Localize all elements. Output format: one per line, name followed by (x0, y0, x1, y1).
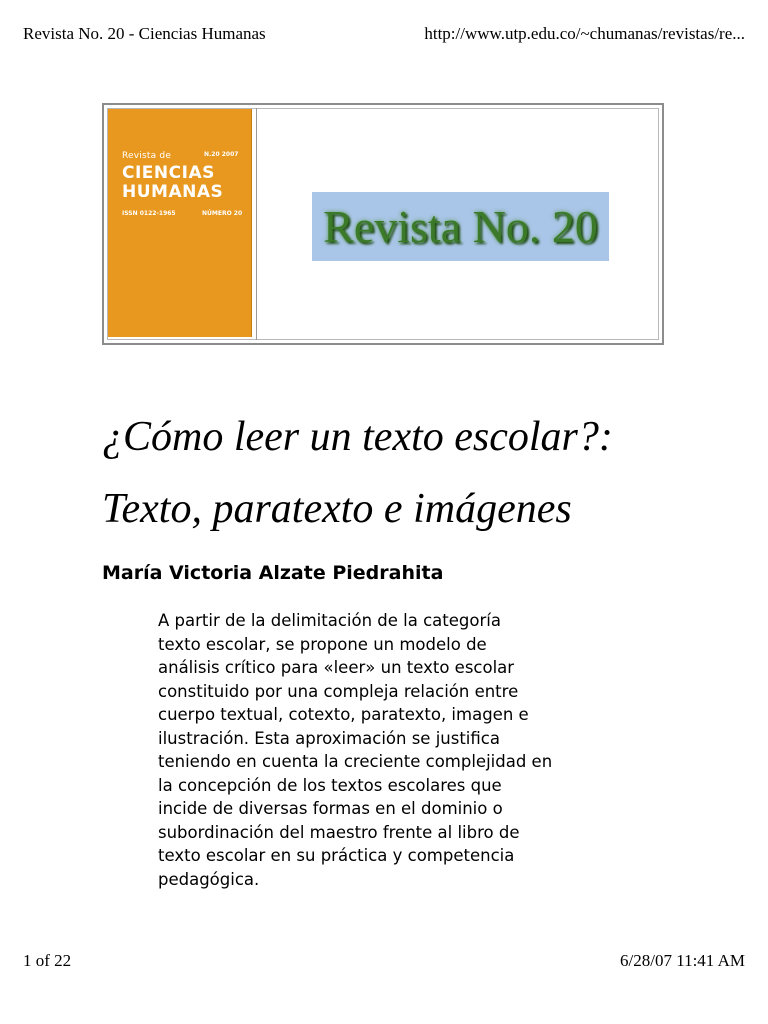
cover-subtitle-right: NÚMERO 20 (202, 210, 243, 217)
cover-title-line-1: CIENCIAS (122, 163, 215, 183)
cover-title (122, 164, 223, 202)
journal-cover-image (108, 109, 252, 337)
abstract-line: cuerpo textual, cotexto, paratexto, imagen e (158, 705, 529, 724)
abstract-line: análisis crítico para «leer» un texto escolar (158, 658, 515, 677)
cover-small-label: Revista de (122, 151, 172, 161)
cover-subtitle-left: ISSN 0122-1965 (122, 210, 176, 217)
cover-issue-tag: N.20 2007 (204, 151, 239, 158)
banner-divider (256, 108, 257, 340)
article-abstract (158, 609, 628, 891)
abstract-line: texto escolar, se propone un modelo de (158, 634, 487, 654)
print-timestamp: 6/28/07 11:41 AM (620, 951, 745, 970)
print-header-url: http://www.utp.edu.co/~chumanas/revistas/re... (424, 24, 745, 43)
abstract-line: la concepción de los textos escolares que (158, 775, 502, 795)
cover-title-line-2: HUMANAS (122, 182, 224, 202)
abstract-line: teniendo en cuenta la creciente complejidad en (158, 752, 553, 771)
article-title-line-1: ¿Cómo leer un texto escolar?: (102, 414, 613, 460)
abstract-line: texto escolar en su práctica y competencia (158, 846, 515, 865)
article-title-line-2: Texto, paratexto e imágenes (102, 486, 572, 532)
journal-banner (102, 103, 664, 345)
abstract-line: subordinación del maestro frente al libro de (158, 822, 520, 842)
abstract-line: A partir de la delimitación de la categoría (158, 611, 501, 630)
abstract-line: pedagógica. (158, 869, 260, 889)
page-counter: 1 of 22 (23, 951, 72, 970)
print-header-title: Revista No. 20 - Ciencias Humanas (23, 24, 266, 43)
abstract-line: incide de diversas formas en el dominio o (158, 799, 503, 818)
abstract-line: ilustración. Esta aproximación se justifica (158, 728, 500, 748)
article-author: María Victoria Alzate Piedrahita (102, 562, 444, 584)
abstract-line: constituido por una compleja relación entre (158, 681, 519, 701)
issue-badge: Revista No. 20 (312, 192, 609, 261)
